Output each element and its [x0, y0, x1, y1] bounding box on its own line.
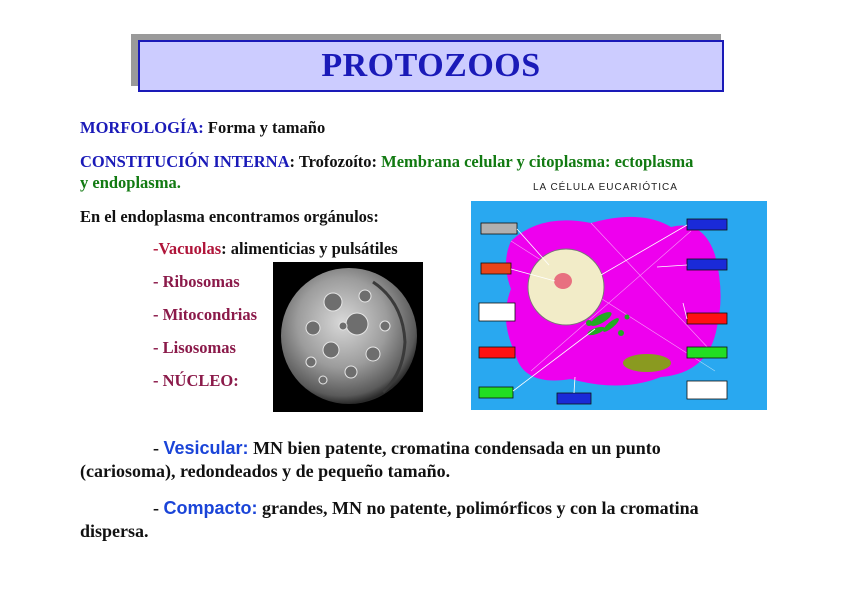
- list-item-mitocondrias: - Mitocondrias: [153, 305, 258, 324]
- vesicular-line: [153, 436, 661, 461]
- list-item-ribosomas: - Ribosomas: [153, 272, 240, 291]
- compacto-text: grandes, MN no patente, polimórficos y con la cromatina: [257, 498, 699, 518]
- morfologia-label: MORFOLOGÍA:: [80, 118, 204, 137]
- compacto-line: [153, 496, 699, 521]
- list-item-vacuolas: [153, 238, 398, 259]
- compacto-continuation: dispersa.: [80, 521, 149, 541]
- trofozoito-label: Trofozoíto:: [298, 152, 378, 171]
- endoplasma-intro: En el endoplasma encontramos orgánulos:: [80, 207, 379, 226]
- cell-diagram-title: LA CÉLULA EUCARIÓTICA: [533, 182, 678, 193]
- vesicular-text: MN bien patente, cromatina condensada en un punto: [248, 438, 661, 458]
- title-box: [138, 40, 724, 92]
- constitucion-label: CONSTITUCIÓN INTERNA: [80, 152, 290, 171]
- vacuolas-label: -Vacuolas: [153, 239, 222, 258]
- compacto-dash: -: [153, 498, 164, 518]
- protozoo-micrograph: [273, 262, 423, 412]
- vesicular-label: Vesicular:: [163, 438, 249, 458]
- list-item-lisosomas: - Lisosomas: [153, 338, 236, 357]
- constitucion-line: [80, 151, 693, 172]
- eukaryotic-cell-diagram: [471, 201, 767, 410]
- vesicular-continuation: (cariosoma), redondeados y de pequeño tamaño.: [80, 461, 451, 481]
- compacto-label: Compacto:: [163, 498, 258, 518]
- endoplasma-continuation: y endoplasma.: [80, 173, 181, 192]
- morfologia-line: [80, 117, 325, 138]
- constitucion-colon: :: [289, 152, 295, 171]
- vesicular-dash: -: [153, 438, 164, 458]
- list-item-nucleo: - NÚCLEO:: [153, 371, 239, 390]
- vacuolas-text: : alimenticias y pulsátiles: [221, 239, 398, 258]
- morfologia-text: Forma y tamaño: [207, 118, 326, 137]
- membrana-text: Membrana celular y citoplasma: ectoplasma: [381, 152, 694, 171]
- page-title: PROTOZOOS: [321, 47, 541, 84]
